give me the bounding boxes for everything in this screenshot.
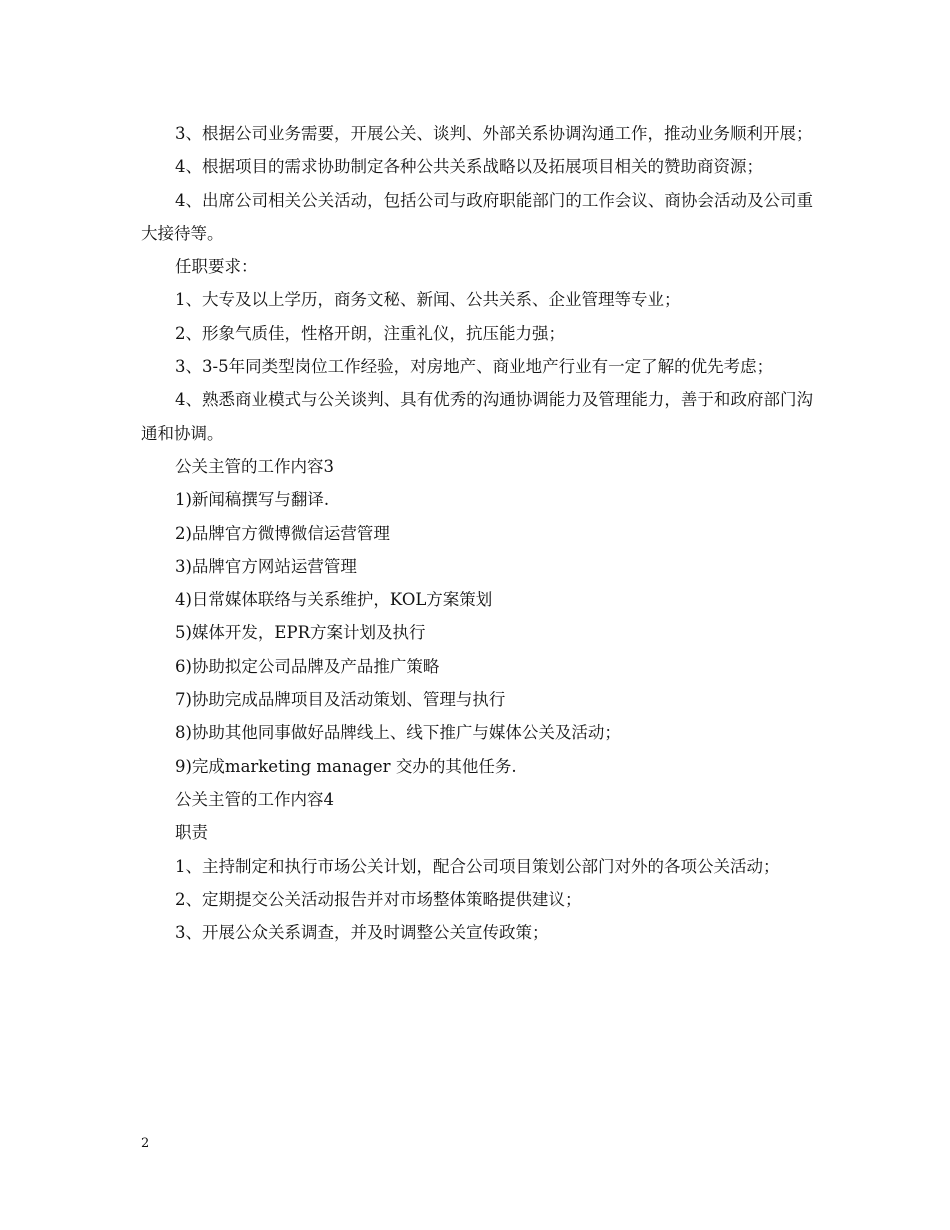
list-item-8: 8)协助其他同事做好品牌线上、线下推广与媒体公关及活动； [175, 723, 621, 743]
paragraph-1: 3、根据公司业务需要，开展公关、谈判、外部关系协调沟通工作，推动业务顺利开展； [175, 124, 813, 143]
list-item-9: 9)完成marketing manager 交办的其他任务. [175, 756, 517, 776]
document-body [141, 117, 813, 949]
paragraph-7: 3、3-5年同类型岗位工作经验，对房地产、商业地产行业有一定了解的优先考虑； [175, 357, 774, 377]
paragraph-6: 2、形象气质佳，性格开朗，注重礼仪，抗压能力强； [175, 323, 565, 343]
section-heading-duties: 职责 [175, 823, 208, 843]
list-item-4: 4)日常媒体联络与关系维护，KOL方案策划 [175, 590, 493, 610]
list-item-3: 3)品牌官方网站运营管理 [175, 556, 357, 576]
list-item-2: 2)品牌官方微博微信运营管理 [175, 523, 390, 543]
paragraph-3: 4、出席公司相关公关活动，包括公司与政府职能部门的工作会议、商协会活动及公司重大接待等。 [141, 190, 813, 243]
page-number: 2 [141, 1136, 150, 1151]
paragraph-2: 4、根据项目的需求协助制定各种公共关系战略以及拓展项目相关的赞助商资源； [175, 157, 763, 177]
paragraph-5: 1、大专及以上学历，商务文秘、新闻、公共关系、企业管理等专业； [175, 290, 681, 310]
paragraph-23: 3、开展公众关系调查，并及时调整公关宣传政策； [175, 923, 549, 943]
list-item-1: 1)新闻稿撰写与翻译. [175, 490, 330, 510]
section-heading-content-3: 公关主管的工作内容3 [175, 456, 334, 476]
paragraph-21: 1、主持制定和执行市场公关计划，配合公司项目策划公部门对外的各项公关活动； [175, 856, 780, 876]
paragraph-22: 2、定期提交公关活动报告并对市场整体策略提供建议； [175, 889, 582, 909]
list-item-7: 7)协助完成品牌项目及活动策划、管理与执行 [175, 690, 506, 710]
list-item-5: 5)媒体开发，EPR方案计划及执行 [175, 623, 426, 643]
section-heading-content-4: 公关主管的工作内容4 [175, 789, 334, 809]
paragraph-8: 4、熟悉商业模式与公关谈判、具有优秀的沟通协调能力及管理能力，善于和政府部门沟通和协调。 [141, 390, 813, 443]
list-item-6: 6)协助拟定公司品牌及产品推广策略 [175, 656, 440, 676]
section-heading-requirements: 任职要求： [175, 257, 258, 277]
